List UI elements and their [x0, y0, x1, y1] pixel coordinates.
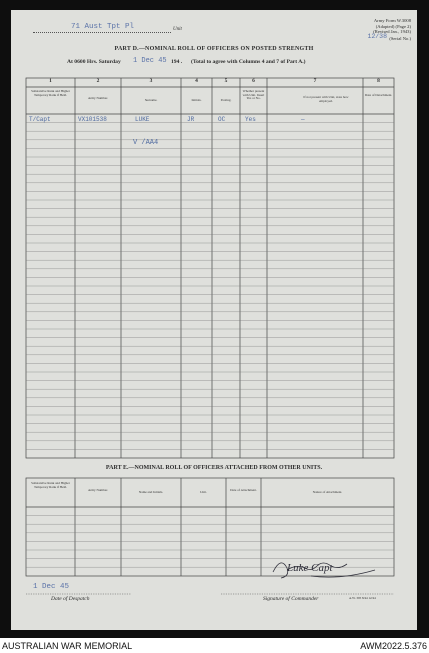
col-header-present: Whether present with Unit. Insert Yes or No. — [242, 89, 265, 101]
entry-present: Yes — [245, 116, 256, 123]
e-col-header-attachment-date: Date of Attachment. — [230, 488, 257, 492]
col-number: 8 — [377, 78, 380, 84]
col-header-army-number: Army Number. — [88, 96, 108, 100]
e-col-header-name: Name and Initials. — [138, 490, 164, 494]
e-col-header-rank: Substantive Rank and Higher Temporary Rank if Held. — [31, 481, 70, 489]
col-number: 4 — [195, 78, 198, 84]
date-handwritten: 1 Dec 45 — [133, 57, 167, 65]
e-col-header-unit: Unit. — [200, 490, 207, 494]
entry-surname-note: V /AA4 — [133, 139, 159, 147]
despatch-date-value: 1 Dec 45 — [33, 583, 70, 591]
col-header-posting: Posting. — [220, 98, 232, 102]
entry-army-number: VX101538 — [78, 116, 107, 123]
e-col-header-army-number: Army Number. — [88, 488, 108, 492]
col-number: 6 — [252, 78, 255, 84]
year-label: 194 . — [171, 59, 183, 65]
caption-right: AWM2022.5.376 — [360, 641, 427, 651]
form-sheet — [11, 10, 417, 630]
despatch-label: Date of Despatch — [51, 596, 90, 602]
army-form-line: (Revised Jan., 1943) — [373, 29, 411, 35]
agree-note: (Total to agree with Columns 4 and 7 of Part A.) — [191, 59, 306, 65]
signature-label: Signature of Commander — [263, 596, 319, 602]
entry-initials: JR — [187, 116, 195, 123]
col-header-employed: If not present with Unit, state how employed. — [303, 95, 349, 103]
col-number: 7 — [313, 78, 317, 84]
at-label: At 0600 Hrs. Saturday — [67, 59, 121, 65]
serial-label: (Serial No.) — [389, 35, 411, 41]
army-form-line: (Adapted) (Page 2) — [375, 23, 411, 29]
col-number: 5 — [224, 78, 228, 84]
army-form-line: Army Form W.3008 — [373, 18, 411, 23]
col-header-detachment: Date of Detachment. — [364, 93, 393, 97]
col-number: 1 — [49, 78, 52, 84]
entry-rank: T/Capt — [29, 116, 51, 123]
part-d-title: PART D.—NOMINAL ROLL OF OFFICERS ON POSTED STRENGTH — [114, 46, 314, 52]
signature-text: Luke Capt — [287, 562, 333, 574]
unit-label: Unit — [173, 27, 182, 32]
caption-bar — [0, 638, 429, 653]
entry-surname: LUKE — [135, 116, 150, 123]
col-number: 3 — [149, 78, 153, 84]
entry-posting: OC — [218, 116, 226, 123]
printer-note: A.W. 395 8/44 12/44 — [349, 596, 376, 600]
serial-value: 12/38 — [367, 32, 387, 40]
part-d-table — [11, 10, 417, 630]
col-header-initials: Initials. — [191, 98, 202, 102]
col-header-rank: Substantive Rank and Higher Temporary Rank if Held. — [31, 89, 70, 97]
e-col-header-attachment-nature: Nature of Attachment. — [312, 490, 343, 494]
part-e-title: PART E.—NOMINAL ROLL OF OFFICERS ATTACHED FROM OTHER UNITS. — [105, 465, 323, 471]
col-header-surname: Surname. — [144, 98, 158, 102]
caption-left: AUSTRALIAN WAR MEMORIAL — [2, 641, 133, 651]
unit-value: 71 Aust Tpt Pl — [71, 23, 135, 31]
entry-employed: — — [301, 116, 305, 123]
col-number: 2 — [96, 78, 100, 84]
